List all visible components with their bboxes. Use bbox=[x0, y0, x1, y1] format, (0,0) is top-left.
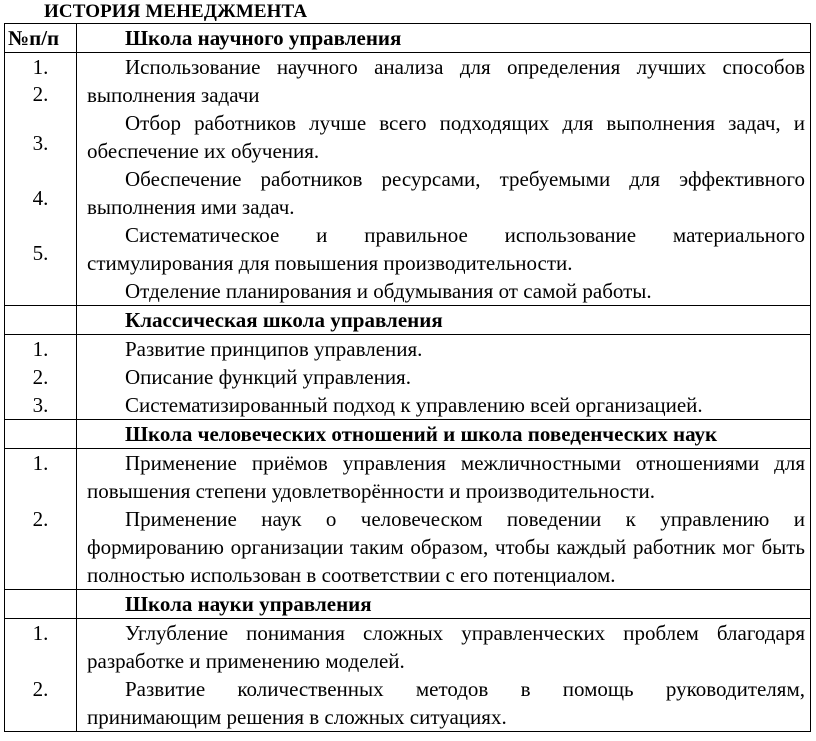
list-item: Отбор работников лучше всего подходящих для выполнения задач, и обеспечение их обучения. bbox=[87, 111, 805, 163]
item-number: 4. bbox=[32, 186, 49, 210]
section-items-cell bbox=[77, 449, 811, 590]
list-item: Развитие принципов управления. bbox=[125, 337, 423, 361]
item-number: 3. bbox=[32, 131, 49, 155]
section-heading: Школа человеческих отношений и школа поведенческих наук bbox=[77, 420, 811, 449]
section-body-row bbox=[5, 53, 811, 306]
section-items-cell bbox=[77, 53, 811, 306]
list-item: Описание функций управления. bbox=[125, 365, 411, 389]
list-item: Отделение планирования и обдумывания от самой работы. bbox=[125, 279, 652, 303]
number-cell bbox=[5, 619, 77, 732]
section-header-row bbox=[5, 590, 811, 619]
section-items-cell bbox=[77, 335, 811, 420]
number-cell-empty bbox=[5, 420, 77, 449]
item-number: 2. bbox=[32, 365, 49, 389]
item-number: 1. bbox=[32, 337, 49, 361]
item-number: 2. bbox=[32, 82, 49, 106]
section-header-row bbox=[5, 420, 811, 449]
item-number: 2. bbox=[32, 507, 49, 531]
list-item: Применение наук о человеческом поведении к управлению и формированию организации таким образом, чтобы каждый работник мог быть полностью использован в соответствии с его потенциалом. bbox=[87, 507, 805, 587]
number-cell-empty bbox=[5, 590, 77, 619]
list-item: Обеспечение работников ресурсами, требуемыми для эффективного выполнения ими задач. bbox=[87, 167, 805, 219]
item-number: 5. bbox=[32, 241, 49, 265]
list-item: Углубление понимания сложных управленческих проблем благодаря разработке и применению моделей. bbox=[87, 621, 805, 673]
page-title: ИСТОРИЯ МЕНЕДЖМЕНТА bbox=[44, 1, 308, 22]
number-column-header: №п/п bbox=[5, 24, 77, 53]
item-number: 1. bbox=[32, 451, 49, 475]
section-heading: Школа науки управления bbox=[77, 590, 811, 619]
list-item: Развитие количественных методов в помощь руководителям, принимающим решения в сложных ситуациях. bbox=[87, 677, 805, 729]
item-number: 2. bbox=[32, 677, 49, 701]
number-cell bbox=[5, 53, 77, 306]
section-body-row bbox=[5, 335, 811, 420]
section-body-row bbox=[5, 449, 811, 590]
list-item: Систематизированный подход к управлению всей организацией. bbox=[125, 393, 703, 417]
item-number: 1. bbox=[32, 621, 49, 645]
section-header-row bbox=[5, 24, 811, 53]
section-header-row bbox=[5, 306, 811, 335]
section-heading: Школа научного управления bbox=[77, 24, 811, 53]
section-items-cell bbox=[77, 619, 811, 732]
number-cell bbox=[5, 449, 77, 590]
number-cell bbox=[5, 335, 77, 420]
section-heading: Классическая школа управления bbox=[77, 306, 811, 335]
management-history-table bbox=[4, 23, 811, 732]
number-cell-empty bbox=[5, 306, 77, 335]
item-number: 1. bbox=[32, 55, 49, 79]
item-number: 3. bbox=[32, 393, 49, 417]
section-body-row bbox=[5, 619, 811, 732]
list-item: Применение приёмов управления межличностными отношениями для повышения степени удовлетворённости и производительности. bbox=[87, 451, 805, 503]
list-item: Использование научного анализа для определения лучших способов выполнения задачи bbox=[87, 55, 805, 107]
list-item: Систематическое и правильное использование материального стимулирования для повышения производительности. bbox=[87, 223, 805, 275]
